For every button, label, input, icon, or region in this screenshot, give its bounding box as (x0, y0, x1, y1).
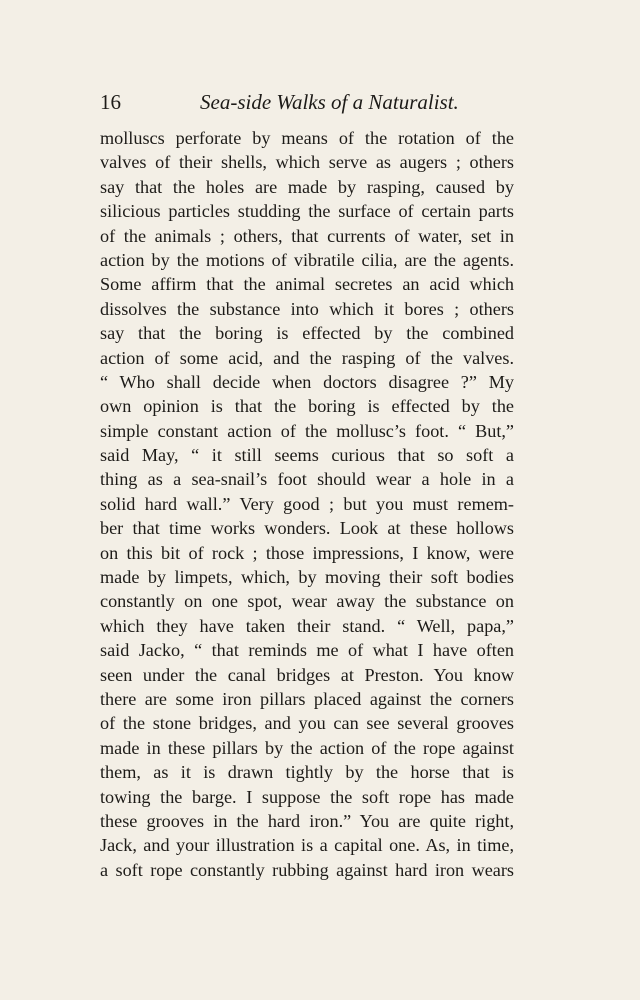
text-line: simple constant action of the mollusc’s foot. “ But,” (100, 420, 514, 441)
text-line: a soft rope constantly rubbing against hard iron wears (100, 859, 514, 880)
text-line: valves of their shells, which serve as augers ; others (100, 152, 514, 173)
text-line: there are some iron pillars placed against the corners (100, 688, 514, 709)
text-line: say that the boring is effected by the combined (100, 323, 514, 344)
text-line: of the stone bridges, and you can see several grooves (100, 713, 514, 734)
text-line: constantly on one spot, wear away the substance on (100, 591, 514, 612)
body-text (100, 126, 514, 882)
text-line: Some affirm that the animal secretes an acid which (100, 274, 514, 295)
text-line: which they have taken their stand. “ Well, papa,” (100, 615, 514, 636)
text-line: action by the motions of vibratile cilia, are the agents. (100, 249, 514, 270)
text-line: made in these pillars by the action of the rope against (100, 737, 514, 758)
text-line: on this bit of rock ; those impressions, I know, were (100, 542, 514, 563)
page-number: 16 (100, 90, 121, 114)
text-line: ber that time works wonders. Look at these hollows (100, 518, 514, 539)
text-line: solid hard wall.” Very good ; but you must remem- (100, 493, 514, 514)
text-line: say that the holes are made by rasping, caused by (100, 176, 514, 197)
text-line: towing the barge. I suppose the soft rope has made (100, 786, 514, 807)
running-title: Sea-side Walks of a Naturalist. (200, 90, 459, 114)
text-line: dissolves the substance into which it bores ; others (100, 298, 514, 319)
text-line: Jack, and your illustration is a capital one. As, in time, (100, 835, 514, 856)
text-line: of the animals ; others, that currents of water, set in (100, 225, 514, 246)
text-line: seen under the canal bridges at Preston. You know (100, 664, 514, 685)
running-head (100, 86, 512, 118)
text-line: them, as it is drawn tightly by the horse that is (100, 762, 514, 783)
text-line: made by limpets, which, by moving their soft bodies (100, 567, 514, 588)
text-line: “ Who shall decide when doctors disagree ?” My (100, 371, 514, 392)
text-line: these grooves in the hard iron.” You are quite right, (100, 810, 514, 831)
text-line: silicious particles studding the surface of certain parts (100, 201, 514, 222)
text-line: own opinion is that the boring is effected by the (100, 396, 514, 417)
text-line: said Jacko, “ that reminds me of what I have often (100, 640, 514, 661)
text-line: thing as a sea-snail’s foot should wear a hole in a (100, 469, 514, 490)
text-line: molluscs perforate by means of the rotation of the (100, 128, 514, 148)
text-line: said May, “ it still seems curious that so soft a (100, 445, 514, 466)
text-line: action of some acid, and the rasping of the valves. (100, 347, 514, 368)
